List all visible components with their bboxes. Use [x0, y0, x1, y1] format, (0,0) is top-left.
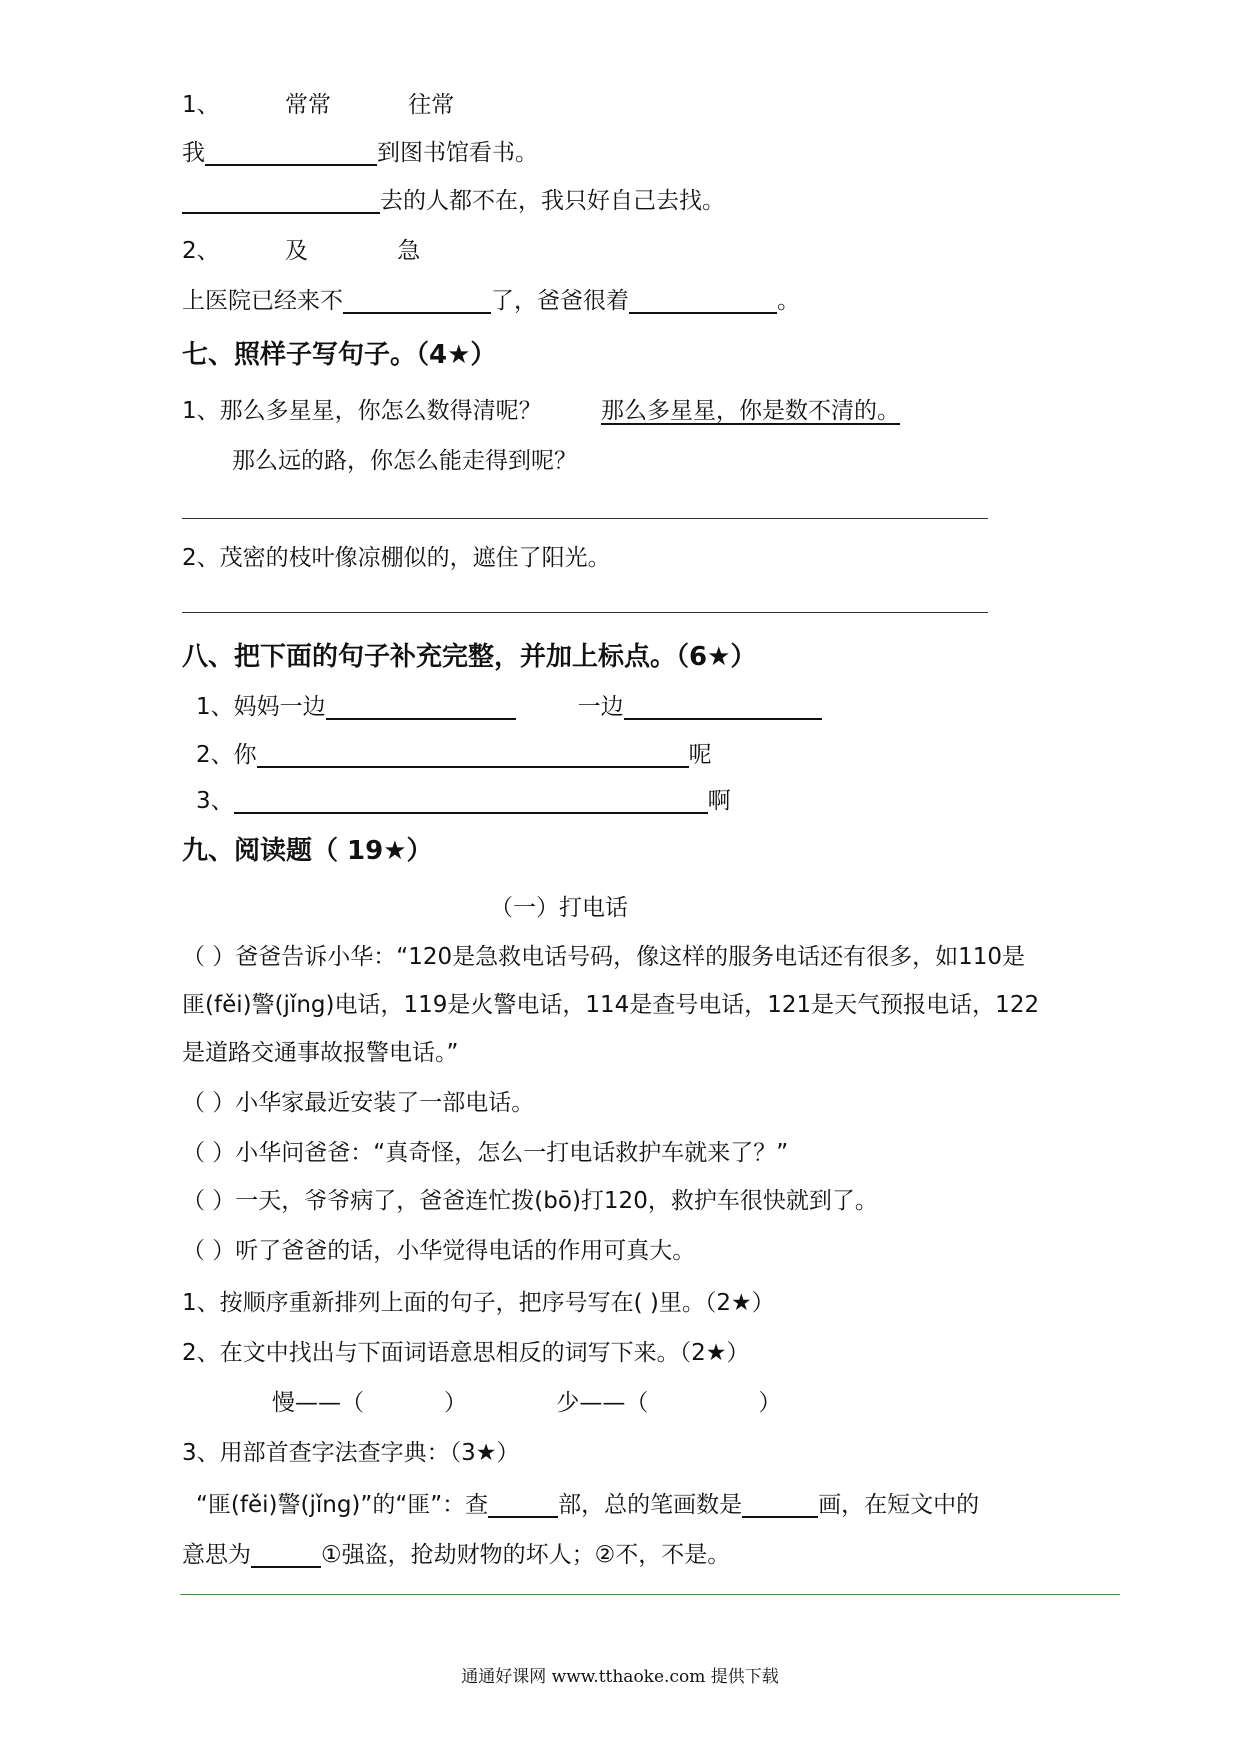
s9-q2: 2、在文中找出与下面词语意思相反的词写下来。（2★） [182, 1340, 750, 1366]
s8-q1: 1、妈妈一边 一边 [196, 694, 822, 722]
passage-sentence-1-cont: 是道路交通事故报警电话。” [182, 1040, 459, 1066]
s6-q2-label: 2、 [182, 238, 220, 264]
s6-q1-label: 1、 [182, 92, 220, 118]
section-8-title: 八、把下面的句子补充完整，并加上标点。（6★） [182, 642, 757, 672]
passage-sentence-3: （ ）小华问爸爸：“真奇怪，怎么一打电话救护车就来了？” [182, 1140, 789, 1166]
section-7-title: 七、照样子写句子。（4★） [182, 340, 497, 370]
s9-q3-line-1: “匪(fěi)警(jǐng)”的“匪”：查 部，总的笔画数是 画，在短文中的 [196, 1492, 980, 1518]
example-answer: 那么多星星，你是数不清的。 [600, 398, 900, 424]
s7-q2: 2、茂密的枝叶像凉棚似的，遮住了阳光。 [182, 545, 611, 571]
s9-q3-line-2: 意思为 ①强盗，抢劫财物的坏人；②不，不是。 [182, 1542, 731, 1568]
s9-q1: 1、按顺序重新排列上面的句子，把序号写在( )里。（2★） [182, 1290, 775, 1316]
s6-q2-sentence: 上医院已经来不 了，爸爸很着 。 [182, 288, 800, 314]
answer-blank[interactable] [234, 788, 708, 814]
word-option: 往常 [408, 92, 455, 118]
answer-blank[interactable] [257, 742, 689, 768]
answer-blank[interactable] [251, 1542, 321, 1568]
footer-divider [180, 1594, 1120, 1595]
s7-q1-example: 1、那么多星星，你怎么数得清呢？ 那么多星星，你是数不清的。 [182, 398, 900, 424]
word-option: 常常 [284, 92, 331, 118]
s9-q3: 3、用部首查字法查字典：（3★） [182, 1440, 520, 1466]
s6-q1-row [182, 92, 454, 120]
answer-blank[interactable] [205, 140, 377, 166]
s8-q3: 3、 啊 [196, 788, 731, 814]
passage-sentence-5: （ ）听了爸爸的话，小华觉得电话的作用可真大。 [182, 1238, 696, 1264]
answer-blank[interactable] [326, 694, 516, 720]
word-option: 及 [284, 238, 308, 264]
passage-sentence-1: （ ）爸爸告诉小华：“120是急救电话号码，像这样的服务电话还有很多，如110是 [182, 944, 1026, 970]
answer-line[interactable] [182, 518, 988, 519]
passage-title: （一）打电话 [490, 895, 628, 921]
s9-q2-words: 慢——（ ） 少——（ ） [272, 1390, 782, 1416]
answer-blank[interactable] [488, 1492, 558, 1518]
answer-blank[interactable] [343, 288, 491, 314]
s6-q1-sentence-1: 我 到图书馆看书。 [182, 140, 538, 166]
footer-text: 通通好课网 www.tthaoke.com 提供下载 [461, 1667, 779, 1687]
word-option: 急 [397, 238, 421, 264]
s7-q1-task: 那么远的路，你怎么能走得到呢？ [232, 448, 577, 474]
answer-blank[interactable] [742, 1492, 818, 1518]
answer-blank[interactable] [629, 288, 777, 314]
s6-q2-row [182, 238, 420, 266]
passage-sentence-1-cont: 匪(fěi)警(jǐng)电话，119是火警电话，114是查号电话，121是天气预报电话，122 [182, 992, 1040, 1018]
passage-sentence-2: （ ）小华家最近安装了一部电话。 [182, 1090, 535, 1116]
answer-blank[interactable] [182, 188, 380, 214]
answer-blank[interactable] [624, 694, 822, 720]
answer-line[interactable] [182, 612, 988, 613]
section-9-title: 九、阅读题（ 19★） [182, 836, 433, 866]
s6-q1-sentence-2: 去的人都不在，我只好自己去找。 [182, 188, 725, 216]
passage-sentence-4: （ ）一天，爷爷病了，爸爸连忙拨(bō)打120，救护车很快就到了。 [182, 1188, 878, 1214]
s8-q2: 2、你 呢 [196, 742, 712, 768]
